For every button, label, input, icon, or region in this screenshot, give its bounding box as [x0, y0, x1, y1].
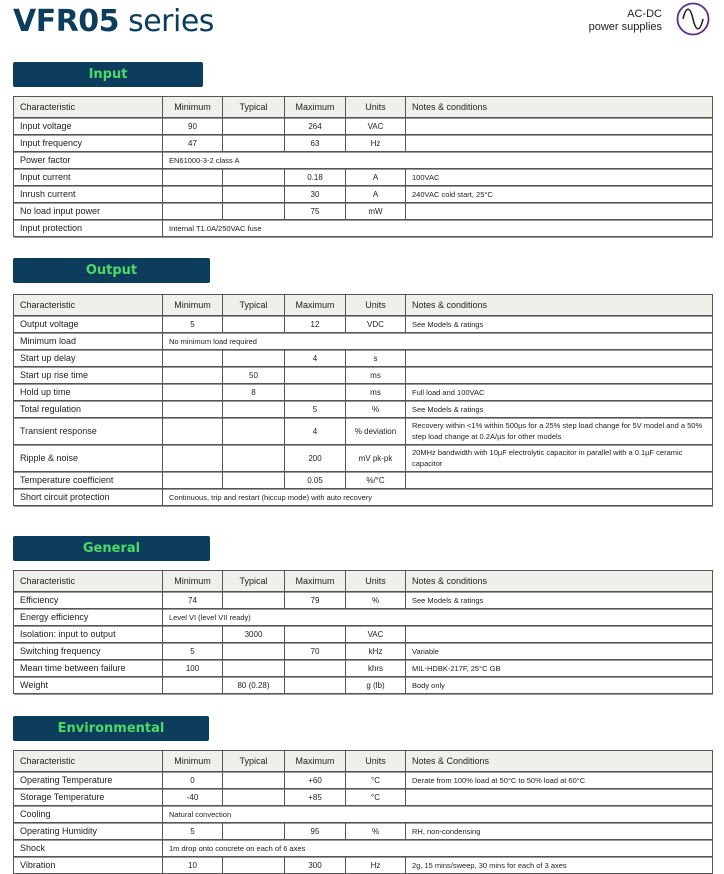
characteristic-cell: Mean time between failure — [14, 660, 163, 677]
value-cell: See Models & ratings — [406, 316, 713, 333]
column-header: Characteristic — [14, 295, 163, 316]
value-cell: 5 — [163, 823, 223, 840]
table-row — [14, 350, 713, 367]
value-cell: 4 — [285, 350, 346, 367]
value-cell: mV pk-pk — [346, 445, 406, 472]
table-row — [14, 789, 713, 806]
characteristic-cell: Operating Temperature — [14, 772, 163, 789]
table-row — [14, 152, 713, 169]
value-cell: Recovery within <1% within 500µs for a 25% step load change for 5V model and a 50% step load change at 0.2A/µs for other models — [406, 418, 713, 445]
value-cell — [406, 118, 713, 135]
value-cell — [163, 445, 223, 472]
column-header: Maximum — [285, 751, 346, 772]
characteristic-cell: Total regulation — [14, 401, 163, 418]
section-header-environmental: Environmental — [13, 716, 209, 741]
value-cell: 0.05 — [285, 472, 346, 489]
value-cell — [406, 367, 713, 384]
table-row — [14, 857, 713, 874]
column-header: Minimum — [163, 295, 223, 316]
characteristic-cell: Hold up time — [14, 384, 163, 401]
column-header: Units — [346, 571, 406, 592]
page-title — [13, 4, 214, 39]
value-cell: 5 — [163, 643, 223, 660]
value-cell: 300 — [285, 857, 346, 874]
value-cell: MIL-HDBK-217F, 25°C GB — [406, 660, 713, 677]
value-cell — [223, 118, 285, 135]
value-cell — [285, 384, 346, 401]
table-row — [14, 626, 713, 643]
value-cell: Variable — [406, 643, 713, 660]
table-row — [14, 772, 713, 789]
column-header: Units — [346, 751, 406, 772]
value-cell: -40 — [163, 789, 223, 806]
value-cell: 240VAC cold start, 25°C — [406, 186, 713, 203]
value-cell: 30 — [285, 186, 346, 203]
value-cell — [223, 135, 285, 152]
spec-table-output — [13, 294, 713, 506]
value-cell — [163, 203, 223, 220]
spanning-value-cell: Continuous, trip and restart (hiccup mode) with auto recovery — [163, 489, 713, 506]
column-header: Typical — [223, 97, 285, 118]
value-cell — [406, 350, 713, 367]
spec-table-general — [13, 570, 713, 694]
value-cell: 47 — [163, 135, 223, 152]
value-cell — [223, 592, 285, 609]
characteristic-cell: Inrush current — [14, 186, 163, 203]
column-header: Notes & conditions — [406, 295, 713, 316]
value-cell: Derate from 100% load at 50°C to 50% load at 60°C — [406, 772, 713, 789]
table-row — [14, 643, 713, 660]
value-cell: +60 — [285, 772, 346, 789]
value-cell — [406, 789, 713, 806]
value-cell: g (lb) — [346, 677, 406, 694]
spanning-value-cell: Level VI (level VII ready) — [163, 609, 713, 626]
value-cell: 0 — [163, 772, 223, 789]
table-row — [14, 220, 713, 237]
value-cell — [223, 169, 285, 186]
column-header: Typical — [223, 571, 285, 592]
value-cell — [223, 418, 285, 445]
value-cell: 74 — [163, 592, 223, 609]
value-cell: VDC — [346, 316, 406, 333]
value-cell: 75 — [285, 203, 346, 220]
value-cell: 10 — [163, 857, 223, 874]
table-row — [14, 118, 713, 135]
table-row — [14, 135, 713, 152]
value-cell: 8 — [223, 384, 285, 401]
value-cell: 90 — [163, 118, 223, 135]
spec-table-input — [13, 96, 713, 237]
value-cell: ms — [346, 367, 406, 384]
value-cell: °C — [346, 772, 406, 789]
column-header: Maximum — [285, 97, 346, 118]
title-model: VFR05 — [13, 4, 120, 39]
value-cell: mW — [346, 203, 406, 220]
table-header-row — [14, 97, 713, 118]
spanning-value-cell: No minimum load required — [163, 333, 713, 350]
category-line1: AC-DC — [627, 8, 662, 20]
characteristic-cell: Weight — [14, 677, 163, 694]
value-cell: 95 — [285, 823, 346, 840]
characteristic-cell: Energy efficiency — [14, 609, 163, 626]
value-cell — [163, 418, 223, 445]
value-cell: 12 — [285, 316, 346, 333]
value-cell: 20MHz bandwidth with 10µF electrolytic capacitor in parallel with a 0.1µF ceramic capacitor — [406, 445, 713, 472]
column-header: Typical — [223, 751, 285, 772]
value-cell: 79 — [285, 592, 346, 609]
value-cell: A — [346, 169, 406, 186]
value-cell: 5 — [163, 316, 223, 333]
characteristic-cell: Start up rise time — [14, 367, 163, 384]
table-row — [14, 660, 713, 677]
column-header: Minimum — [163, 571, 223, 592]
characteristic-cell: Isolation: input to output — [14, 626, 163, 643]
value-cell — [406, 135, 713, 152]
value-cell: 200 — [285, 445, 346, 472]
column-header: Maximum — [285, 295, 346, 316]
value-cell: 5 — [285, 401, 346, 418]
table-row — [14, 677, 713, 694]
table-row — [14, 445, 713, 472]
value-cell: Body only — [406, 677, 713, 694]
characteristic-cell: Switching frequency — [14, 643, 163, 660]
value-cell — [285, 367, 346, 384]
characteristic-cell: Start up delay — [14, 350, 163, 367]
spanning-value-cell: EN61000-3-2 class A — [163, 152, 713, 169]
value-cell — [163, 472, 223, 489]
value-cell — [223, 823, 285, 840]
value-cell — [223, 186, 285, 203]
value-cell — [223, 643, 285, 660]
value-cell: 4 — [285, 418, 346, 445]
table-header-row — [14, 571, 713, 592]
value-cell: 80 (0.28) — [223, 677, 285, 694]
spanning-value-cell: Internal T1.0A/250VAC fuse — [163, 220, 713, 237]
value-cell — [406, 472, 713, 489]
characteristic-cell: Storage Temperature — [14, 789, 163, 806]
table-row — [14, 472, 713, 489]
section-header-input: Input — [13, 62, 203, 87]
value-cell — [163, 169, 223, 186]
value-cell: % deviation — [346, 418, 406, 445]
table-row — [14, 186, 713, 203]
table-row — [14, 840, 713, 857]
value-cell: % — [346, 401, 406, 418]
category-line2: power supplies — [588, 21, 662, 33]
value-cell — [223, 472, 285, 489]
value-cell — [163, 626, 223, 643]
table-row — [14, 384, 713, 401]
column-header: Characteristic — [14, 751, 163, 772]
value-cell: See Models & ratings — [406, 401, 713, 418]
table-row — [14, 203, 713, 220]
value-cell: 63 — [285, 135, 346, 152]
value-cell — [163, 367, 223, 384]
value-cell: s — [346, 350, 406, 367]
value-cell: % — [346, 823, 406, 840]
column-header: Characteristic — [14, 571, 163, 592]
table-row — [14, 609, 713, 626]
characteristic-cell: Input frequency — [14, 135, 163, 152]
value-cell: % — [346, 592, 406, 609]
table-row — [14, 333, 713, 350]
value-cell — [163, 350, 223, 367]
characteristic-cell: Ripple & noise — [14, 445, 163, 472]
value-cell — [406, 626, 713, 643]
value-cell — [163, 401, 223, 418]
characteristic-cell: Vibration — [14, 857, 163, 874]
value-cell — [223, 445, 285, 472]
value-cell: 3000 — [223, 626, 285, 643]
value-cell: °C — [346, 789, 406, 806]
section-header-output: Output — [13, 258, 210, 283]
table-row — [14, 592, 713, 609]
value-cell: 50 — [223, 367, 285, 384]
table-row — [14, 401, 713, 418]
value-cell: 264 — [285, 118, 346, 135]
table-row — [14, 169, 713, 186]
characteristic-cell: Input current — [14, 169, 163, 186]
characteristic-cell: Output voltage — [14, 316, 163, 333]
value-cell: RH, non-condensing — [406, 823, 713, 840]
value-cell: A — [346, 186, 406, 203]
value-cell: 0.18 — [285, 169, 346, 186]
section-header-general: General — [13, 536, 210, 561]
column-header: Units — [346, 97, 406, 118]
value-cell: 70 — [285, 643, 346, 660]
characteristic-cell: No load input power — [14, 203, 163, 220]
value-cell: VAC — [346, 626, 406, 643]
value-cell: VAC — [346, 118, 406, 135]
column-header: Characteristic — [14, 97, 163, 118]
column-header: Notes & conditions — [406, 571, 713, 592]
value-cell — [285, 677, 346, 694]
spanning-value-cell: Natural convection — [163, 806, 713, 823]
value-cell — [285, 626, 346, 643]
characteristic-cell: Input protection — [14, 220, 163, 237]
table-row — [14, 418, 713, 445]
column-header: Typical — [223, 295, 285, 316]
value-cell: 2g, 15 mins/sweep, 30 mins for each of 3 axes — [406, 857, 713, 874]
characteristic-cell: Temperature coefficient — [14, 472, 163, 489]
characteristic-cell: Operating Humidity — [14, 823, 163, 840]
value-cell: Full load and 100VAC — [406, 384, 713, 401]
value-cell — [163, 384, 223, 401]
value-cell: khrs — [346, 660, 406, 677]
spec-table-environmental — [13, 750, 713, 874]
value-cell — [223, 857, 285, 874]
column-header: Notes & Conditions — [406, 751, 713, 772]
value-cell: See Models & ratings — [406, 592, 713, 609]
value-cell — [223, 660, 285, 677]
table-row — [14, 489, 713, 506]
value-cell — [285, 660, 346, 677]
characteristic-cell: Transient response — [14, 418, 163, 445]
category-label — [589, 8, 662, 34]
spanning-value-cell: 1m drop onto concrete on each of 6 axes — [163, 840, 713, 857]
title-suffix: series — [119, 4, 214, 39]
value-cell — [223, 316, 285, 333]
value-cell: ms — [346, 384, 406, 401]
column-header: Units — [346, 295, 406, 316]
table-row — [14, 367, 713, 384]
value-cell: +85 — [285, 789, 346, 806]
column-header: Minimum — [163, 97, 223, 118]
value-cell — [223, 789, 285, 806]
characteristic-cell: Input voltage — [14, 118, 163, 135]
value-cell: 100VAC — [406, 169, 713, 186]
value-cell — [163, 677, 223, 694]
characteristic-cell: Short circuit protection — [14, 489, 163, 506]
value-cell: Hz — [346, 135, 406, 152]
table-header-row — [14, 751, 713, 772]
characteristic-cell: Cooling — [14, 806, 163, 823]
value-cell — [163, 186, 223, 203]
value-cell — [223, 772, 285, 789]
column-header: Minimum — [163, 751, 223, 772]
value-cell: 100 — [163, 660, 223, 677]
characteristic-cell: Efficiency — [14, 592, 163, 609]
column-header: Notes & conditions — [406, 97, 713, 118]
sine-wave-icon — [676, 2, 710, 36]
value-cell — [223, 401, 285, 418]
value-cell — [223, 350, 285, 367]
characteristic-cell: Shock — [14, 840, 163, 857]
table-row — [14, 806, 713, 823]
table-header-row — [14, 295, 713, 316]
table-row — [14, 316, 713, 333]
column-header: Maximum — [285, 571, 346, 592]
value-cell: kHz — [346, 643, 406, 660]
table-row — [14, 823, 713, 840]
value-cell: %/°C — [346, 472, 406, 489]
value-cell — [406, 203, 713, 220]
characteristic-cell: Power factor — [14, 152, 163, 169]
characteristic-cell: Minimum load — [14, 333, 163, 350]
value-cell: Hz — [346, 857, 406, 874]
value-cell — [223, 203, 285, 220]
